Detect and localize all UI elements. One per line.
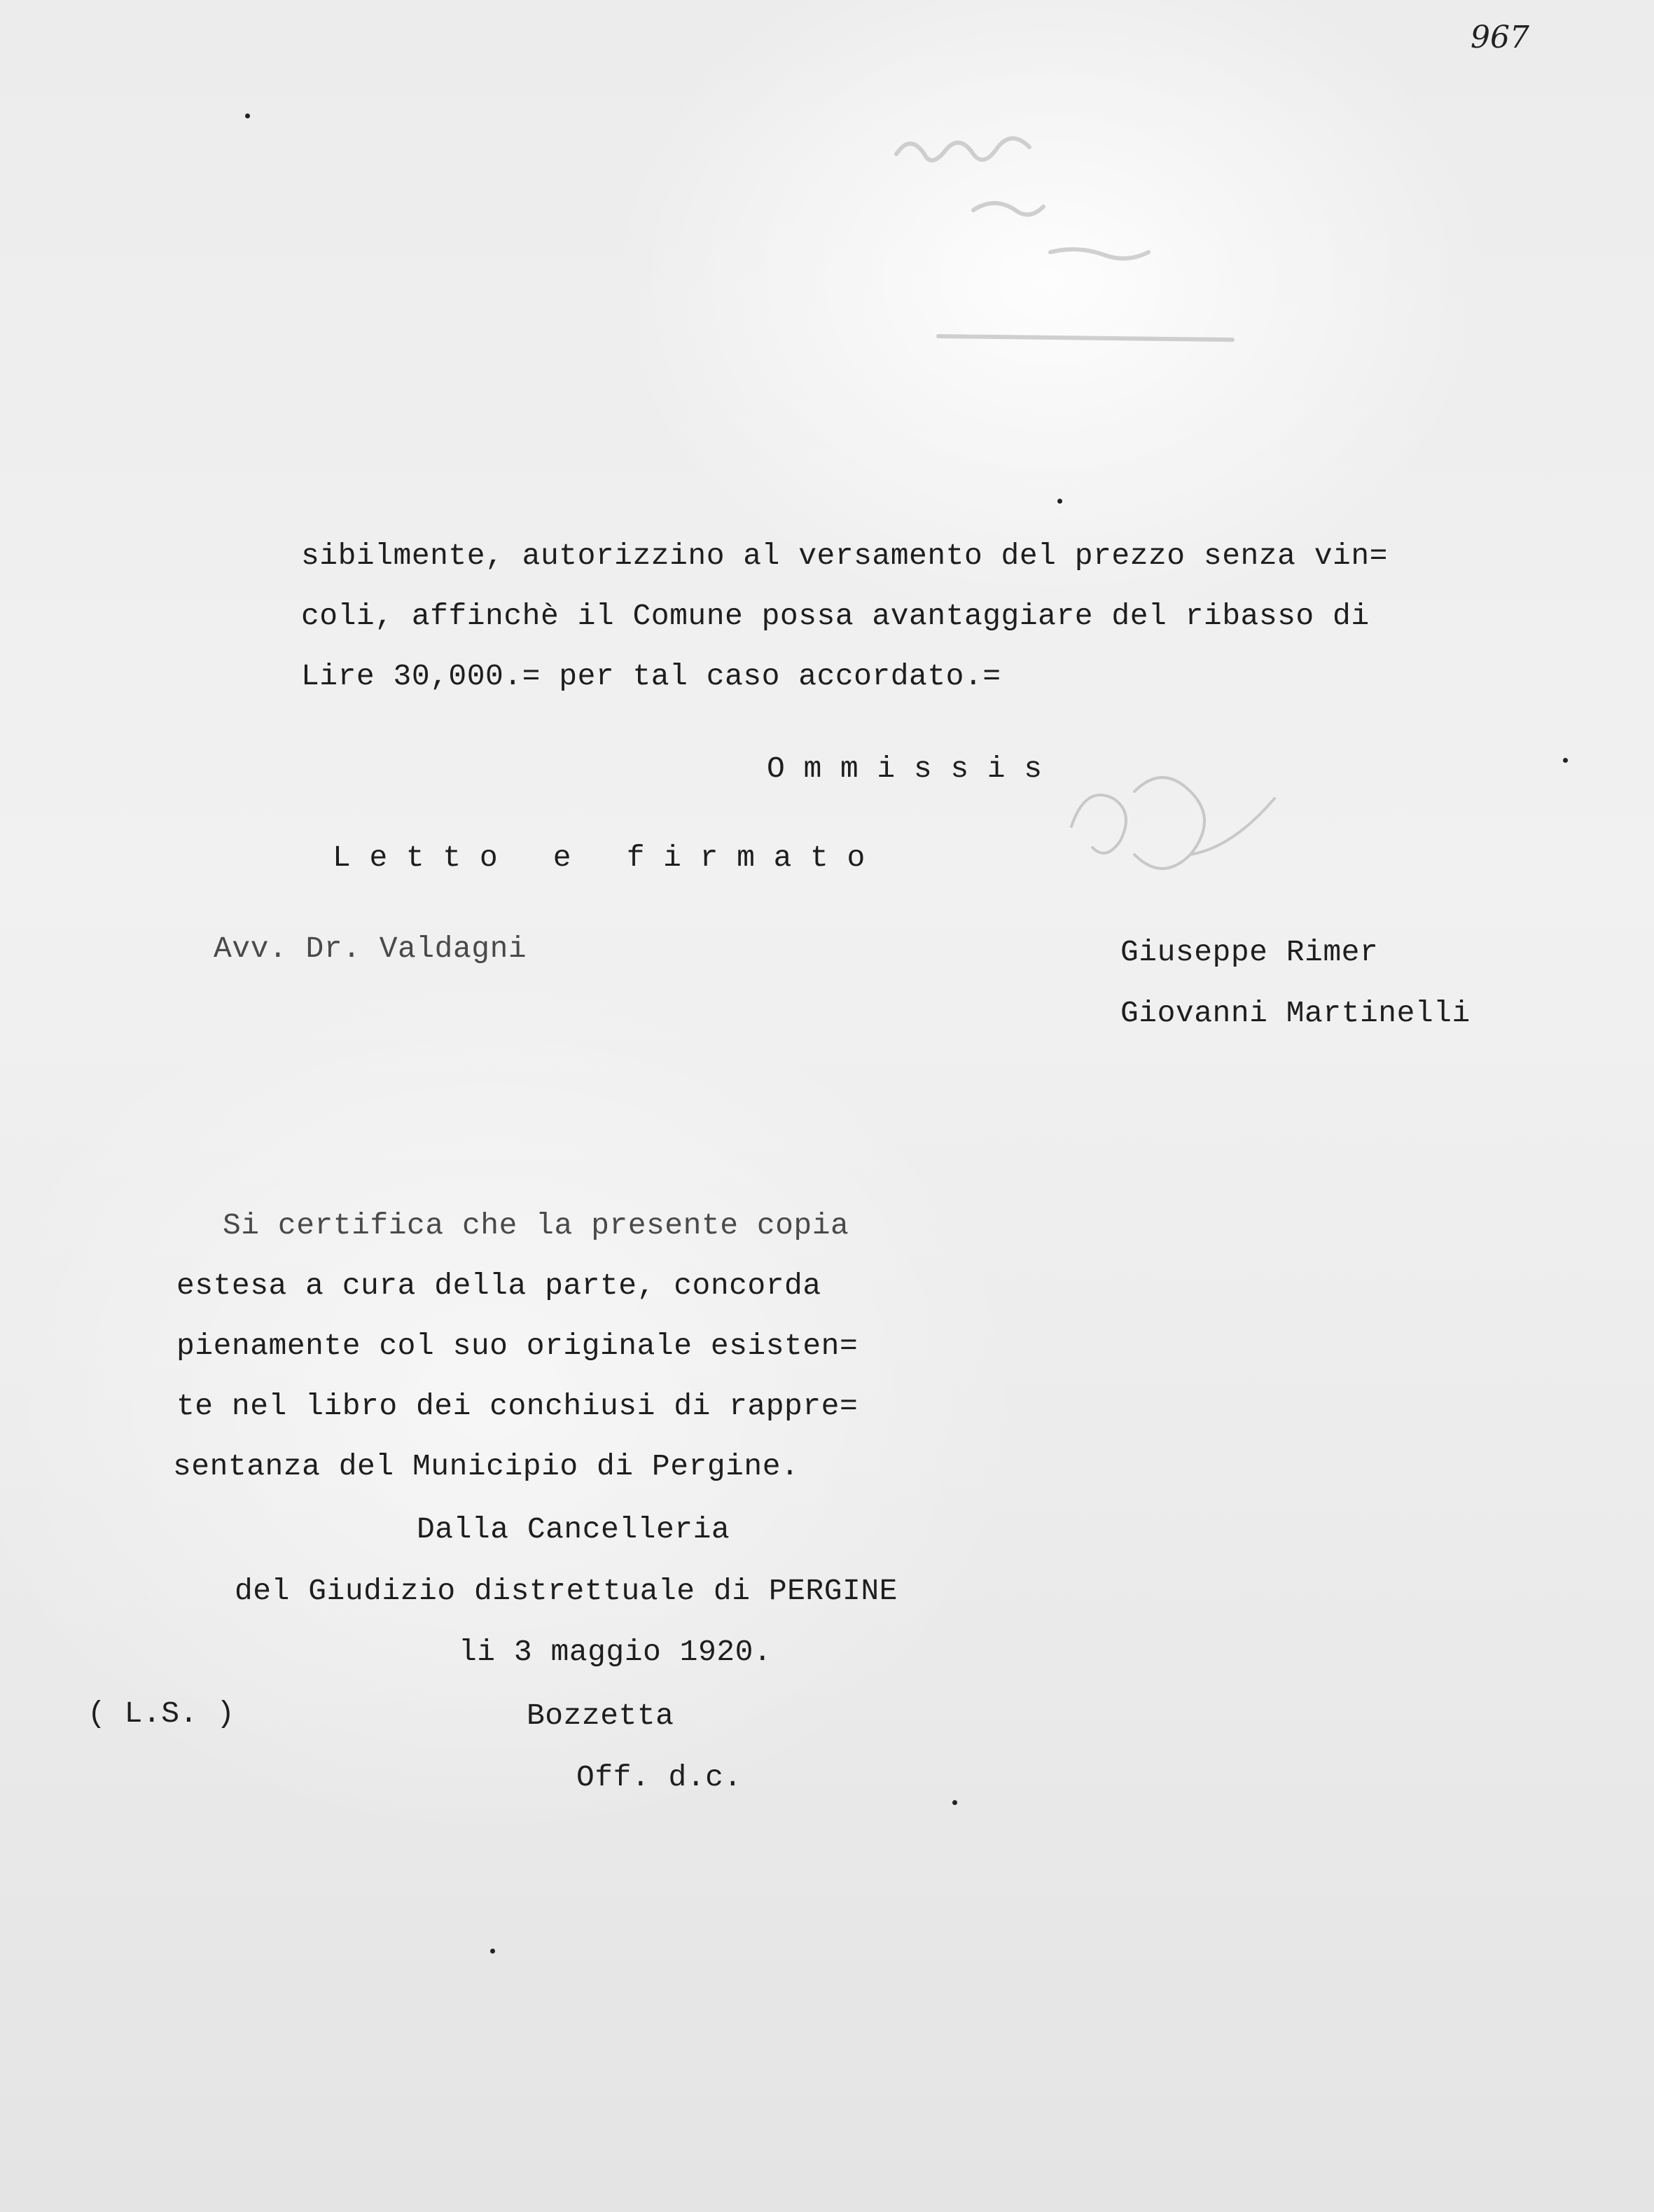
speck xyxy=(952,1800,957,1805)
signatory-right-2: Giovanni Martinelli xyxy=(1120,996,1471,1030)
certification-line-4: te nel libro dei conchiusi di rappre= xyxy=(176,1389,859,1423)
signatory-right-1: Giuseppe Rimer xyxy=(1120,935,1379,969)
certification-line-3: pienamente col suo originale esisten= xyxy=(176,1329,859,1363)
speck xyxy=(245,113,250,118)
body-line-3: Lire 30,000.= per tal caso accordato.= xyxy=(301,659,1001,693)
speck xyxy=(1057,499,1062,504)
certification-line-2: estesa a cura della parte, concorda xyxy=(176,1269,821,1303)
certification-line-1: Si certifica che la presente copia xyxy=(223,1208,849,1243)
issuer-office: del Giudizio distrettuale di PERGINE xyxy=(235,1574,898,1608)
body-line-2: coli, affinchè il Comune possa avantaggiare del ribasso di xyxy=(301,599,1370,633)
speck xyxy=(490,1949,495,1954)
issuer-title: Off. d.c. xyxy=(576,1760,742,1795)
speck xyxy=(1563,758,1568,763)
signatory-left: Avv. Dr. Valdagni xyxy=(214,932,527,966)
issuer-date: li 3 maggio 1920. xyxy=(459,1635,772,1669)
certification-line-5: sentanza del Municipio di Pergine. xyxy=(173,1449,800,1484)
page-number: 967 xyxy=(1471,20,1529,55)
seal-mark: ( L.S. ) xyxy=(88,1696,235,1731)
issuer-signer: Bozzetta xyxy=(527,1699,674,1733)
read-and-signed: Letto e firmato xyxy=(333,841,884,875)
issuer-from: Dalla Cancelleria xyxy=(417,1512,730,1547)
body-line-1: sibilmente, autorizzino al versamento del prezzo senza vin= xyxy=(301,539,1388,573)
omissis-heading: Ommissis xyxy=(767,752,1061,786)
faded-stamp-mark xyxy=(868,105,1372,371)
faded-signature-mark xyxy=(1050,742,1316,890)
